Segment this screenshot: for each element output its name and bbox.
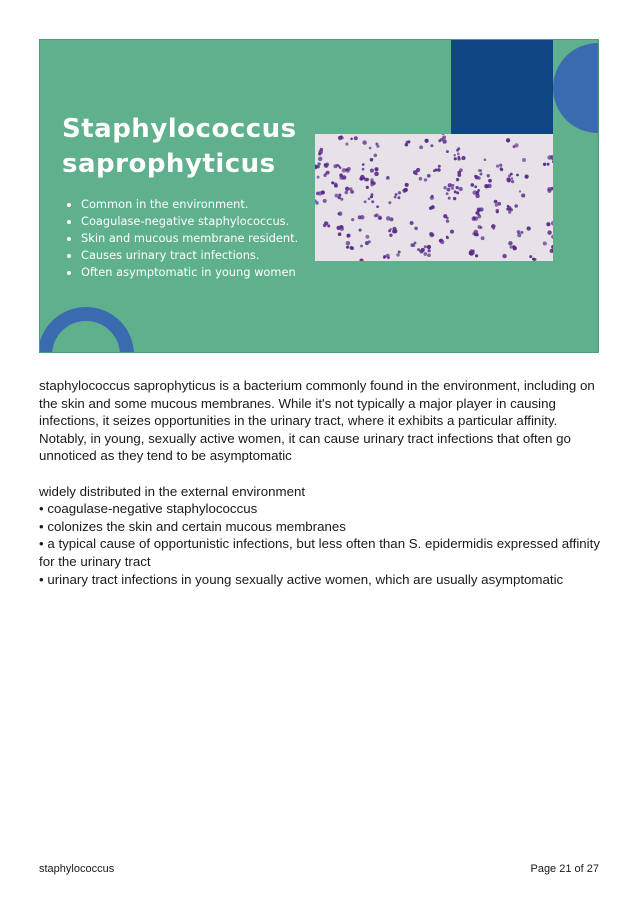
coccus-cell: [476, 191, 479, 194]
coccus-cell: [338, 194, 341, 197]
coccus-cell: [470, 183, 474, 187]
coccus-cell: [419, 145, 423, 149]
coccus-cell: [364, 200, 367, 203]
body-text: [39, 377, 607, 588]
coccus-cell: [350, 246, 354, 250]
coccus-cell: [474, 233, 478, 237]
coccus-cell: [550, 249, 553, 253]
coccus-cell: [459, 168, 463, 172]
coccus-cell: [461, 156, 465, 160]
coccus-cell: [480, 173, 483, 176]
coccus-cell: [318, 150, 322, 154]
coccus-cell: [547, 163, 550, 166]
slide-title-line2: saprophyticus: [62, 149, 276, 179]
coccus-cell: [430, 144, 433, 147]
coccus-cell: [529, 255, 532, 258]
coccus-cell: [522, 158, 526, 162]
coccus-cell: [479, 169, 482, 172]
coccus-cell: [471, 251, 475, 255]
coccus-cell: [438, 139, 441, 142]
coccus-cell: [508, 174, 511, 177]
coccus-cell: [521, 231, 524, 234]
coccus-cell: [414, 241, 417, 244]
coccus-cell: [477, 176, 480, 179]
coccus-cell: [376, 205, 379, 208]
coccus-cell: [450, 230, 454, 234]
coccus-cell: [368, 197, 371, 200]
paragraph-spacer: [39, 465, 607, 483]
slide-image: [39, 39, 599, 353]
coccus-cell: [387, 176, 389, 178]
coccus-cell: [427, 249, 430, 252]
coccus-cell: [370, 169, 374, 173]
list-item: • urinary tract infections in young sexually active women, which are usually asymptomatic: [39, 571, 564, 587]
coccus-cell: [442, 135, 446, 139]
coccus-cell: [551, 245, 553, 249]
coccus-cell: [440, 239, 443, 242]
coccus-cell: [335, 194, 339, 198]
coccus-cell: [456, 149, 459, 152]
coccus-cell: [457, 153, 460, 156]
coccus-cell: [435, 169, 438, 172]
coccus-cell: [534, 258, 537, 261]
coccus-cell: [316, 192, 320, 196]
coccus-cell: [519, 190, 521, 192]
coccus-cell: [318, 157, 323, 162]
coccus-cell: [446, 220, 449, 223]
coccus-cell: [419, 249, 423, 253]
coccus-cell: [480, 226, 483, 229]
coccus-cell: [370, 158, 374, 162]
coccus-cell: [453, 154, 455, 156]
coccus-cell: [323, 174, 326, 177]
coccus-cell: [407, 140, 410, 143]
coccus-cell: [516, 174, 519, 177]
coccus-cell: [506, 139, 509, 142]
coccus-cell: [447, 188, 451, 192]
coccus-cell: [514, 204, 518, 208]
coccus-cell: [346, 241, 351, 246]
coccus-cell: [405, 183, 409, 187]
coccus-cell: [431, 205, 434, 208]
coccus-cell: [339, 176, 343, 180]
coccus-cell: [481, 236, 485, 240]
coccus-cell: [511, 180, 514, 183]
coccus-cell: [484, 158, 487, 161]
coccus-cell: [371, 200, 374, 203]
coccus-cell: [446, 217, 449, 220]
list-item: • coagulase-negative staphylococcus: [39, 501, 258, 517]
coccus-cell: [424, 178, 427, 181]
coccus-cell: [340, 198, 343, 201]
coccus-cell: [430, 196, 434, 200]
coccus-cell: [547, 189, 551, 193]
coccus-cell: [413, 170, 418, 175]
coccus-cell: [375, 168, 378, 171]
slide-bullet-list: [64, 196, 298, 281]
coccus-cell: [496, 164, 499, 167]
list-item: • colonizes the skin and certain mucous membranes: [39, 518, 346, 534]
coccus-cell: [453, 197, 456, 200]
coccus-cell: [374, 154, 378, 158]
coccus-cell: [500, 168, 503, 171]
coccus-cell: [551, 235, 553, 239]
coccus-cell: [507, 206, 512, 211]
coccus-cell: [333, 164, 337, 168]
coccus-cell: [508, 211, 511, 214]
coccus-cell: [454, 157, 457, 160]
coccus-cell: [338, 232, 342, 236]
coccus-cell: [398, 191, 401, 194]
coccus-cell: [346, 246, 349, 249]
coccus-cell: [458, 156, 461, 159]
coccus-cell: [442, 139, 446, 143]
coccus-cell: [366, 178, 369, 181]
coccus-cell: [502, 254, 506, 258]
coccus-cell: [358, 215, 362, 219]
coccus-cell: [374, 172, 379, 177]
coccus-cell: [389, 228, 391, 230]
coccus-cell: [510, 246, 513, 249]
coccus-cell: [405, 143, 409, 147]
coccus-cell: [443, 186, 446, 189]
coccus-cell: [475, 211, 479, 215]
coccus-cell: [389, 233, 392, 236]
coccus-cell: [317, 176, 320, 179]
coccus-cell: [512, 245, 515, 248]
coccus-cell: [543, 163, 546, 166]
coccus-cell: [360, 175, 365, 180]
coccus-cell: [383, 256, 386, 259]
coccus-cell: [527, 226, 531, 230]
coccus-cell: [474, 185, 477, 188]
slide-bullet: Common in the environment.: [64, 196, 298, 213]
coccus-cell: [325, 162, 329, 166]
coccus-cell: [345, 187, 349, 191]
coccus-cell: [497, 202, 501, 206]
coccus-cell: [338, 211, 342, 215]
coccus-cell: [427, 174, 431, 178]
coccus-cell: [354, 136, 358, 140]
blue-circle: [553, 43, 599, 133]
coccus-cell: [370, 181, 373, 184]
coccus-cell: [438, 165, 441, 168]
coccus-cell: [386, 254, 390, 258]
coccus-cell: [369, 147, 372, 150]
coccus-cell: [424, 245, 427, 248]
coccus-cell: [351, 218, 354, 221]
coccus-cell: [334, 184, 337, 187]
coccus-cell: [323, 199, 327, 203]
list-intro: widely distributed in the external environment: [39, 483, 306, 499]
coccus-cell: [394, 196, 397, 199]
coccus-cell: [359, 259, 363, 261]
coccus-cell: [459, 187, 463, 191]
coccus-cell: [446, 192, 449, 195]
coccus-cell: [345, 143, 348, 146]
coccus-cell: [414, 226, 418, 230]
page-number: Page 21 of 27: [530, 863, 599, 875]
navy-rectangle: [451, 40, 553, 135]
coccus-cell: [487, 184, 491, 188]
coccus-cell: [341, 225, 344, 228]
coccus-cell: [347, 167, 351, 171]
coccus-cell: [507, 178, 511, 182]
coccus-cell: [397, 196, 400, 199]
coccus-cell: [410, 221, 414, 225]
coccus-cell: [338, 165, 341, 168]
coccus-cell: [345, 191, 349, 195]
coccus-cell: [525, 175, 529, 179]
slide-title-line1: Staphylococcus: [62, 114, 297, 144]
coccus-cell: [423, 252, 427, 256]
coccus-cell: [474, 175, 477, 178]
coccus-cell: [427, 253, 431, 257]
intro-paragraph: staphylococcus saprophyticus is a bacterium commonly found in the environment, including on the skin and some mucous membranes. While it's not typically a major player in causing infections, it seizes opportunities in the urinary tract, where it exhibits a particular affinity. Notably, in young, sexually active women, it can cause urinary tract infections that often go unnoticed as they tend to be asymptomatic: [39, 378, 595, 464]
coccus-cell: [376, 145, 379, 148]
coccus-cell: [386, 216, 391, 221]
coccus-cell: [362, 163, 365, 166]
coccus-cell: [427, 245, 431, 249]
coccus-cell: [543, 241, 547, 245]
coccus-cell: [473, 216, 476, 219]
coccus-cell: [366, 186, 369, 189]
coccus-cell: [430, 233, 434, 237]
coccus-cell: [375, 213, 378, 216]
coccus-cell: [437, 168, 441, 172]
coccus-cell: [514, 143, 518, 147]
slide-bullet: Causes urinary tract infections.: [64, 247, 298, 264]
coccus-cell: [388, 201, 391, 204]
coccus-cell: [499, 164, 502, 167]
coccus-cell: [365, 235, 369, 239]
slide-title: [62, 112, 297, 182]
coccus-cell: [511, 177, 514, 180]
coccus-cell: [396, 253, 399, 256]
coccus-cell: [475, 254, 478, 257]
coccus-cell: [494, 200, 498, 204]
coccus-cell: [417, 248, 420, 251]
coccus-cell: [350, 138, 353, 141]
coccus-cell: [454, 190, 457, 193]
coccus-cell: [315, 201, 318, 204]
list-item: • a typical cause of opportunistic infections, but less often than S. epidermidis expressed affinity for the urinary tract: [39, 536, 600, 569]
coccus-cell: [410, 243, 414, 247]
coccus-cell: [546, 222, 550, 226]
coccus-cell: [349, 187, 352, 190]
coccus-cell: [368, 240, 371, 243]
coccus-cell: [456, 186, 459, 189]
coccus-cell: [331, 181, 334, 184]
slide-bullet: Skin and mucous membrane resident.: [64, 230, 298, 247]
coccus-cell: [521, 193, 525, 197]
coccus-cell: [448, 197, 451, 200]
coccus-cell: [552, 161, 553, 164]
coccus-cell: [346, 234, 350, 238]
coccus-cell: [446, 150, 449, 153]
coccus-cell: [362, 140, 366, 144]
coccus-cell: [448, 183, 452, 187]
coccus-cell: [478, 215, 482, 219]
coccus-cell: [425, 139, 429, 143]
coccus-cell: [479, 207, 483, 211]
coccus-cell: [325, 222, 329, 226]
coccus-cell: [340, 135, 343, 138]
slide-bullet: Often asymptomatic in young women: [64, 264, 298, 281]
micrograph-image: [315, 134, 553, 261]
coccus-cell: [488, 179, 492, 183]
coccus-cell: [456, 178, 459, 181]
coccus-cell: [370, 195, 373, 198]
coccus-cell: [392, 227, 396, 231]
coccus-cell: [451, 187, 454, 190]
coccus-cell: [336, 226, 340, 230]
coccus-cell: [395, 193, 398, 196]
coccus-cell: [359, 229, 362, 232]
coccus-cell: [362, 168, 365, 171]
coccus-cell: [551, 221, 553, 226]
coccus-cell: [446, 236, 449, 239]
coccus-cell: [491, 224, 496, 229]
coccus-cell: [441, 134, 445, 135]
blue-ring: [39, 307, 134, 353]
coccus-cell: [398, 251, 401, 254]
coccus-cell: [404, 189, 407, 192]
coccus-cell: [517, 233, 521, 237]
slide-bullet: Coagulase-negative staphylococcus.: [64, 213, 298, 230]
coccus-cell: [547, 230, 551, 234]
coccus-cell: [360, 245, 363, 248]
coccus-cell: [419, 177, 423, 181]
coccus-cell: [508, 241, 512, 245]
coccus-cell: [496, 209, 500, 213]
coccus-cell: [487, 174, 490, 177]
footer-doc-name: staphylococcus: [39, 863, 115, 875]
gram-stain-micrograph: [315, 134, 553, 261]
